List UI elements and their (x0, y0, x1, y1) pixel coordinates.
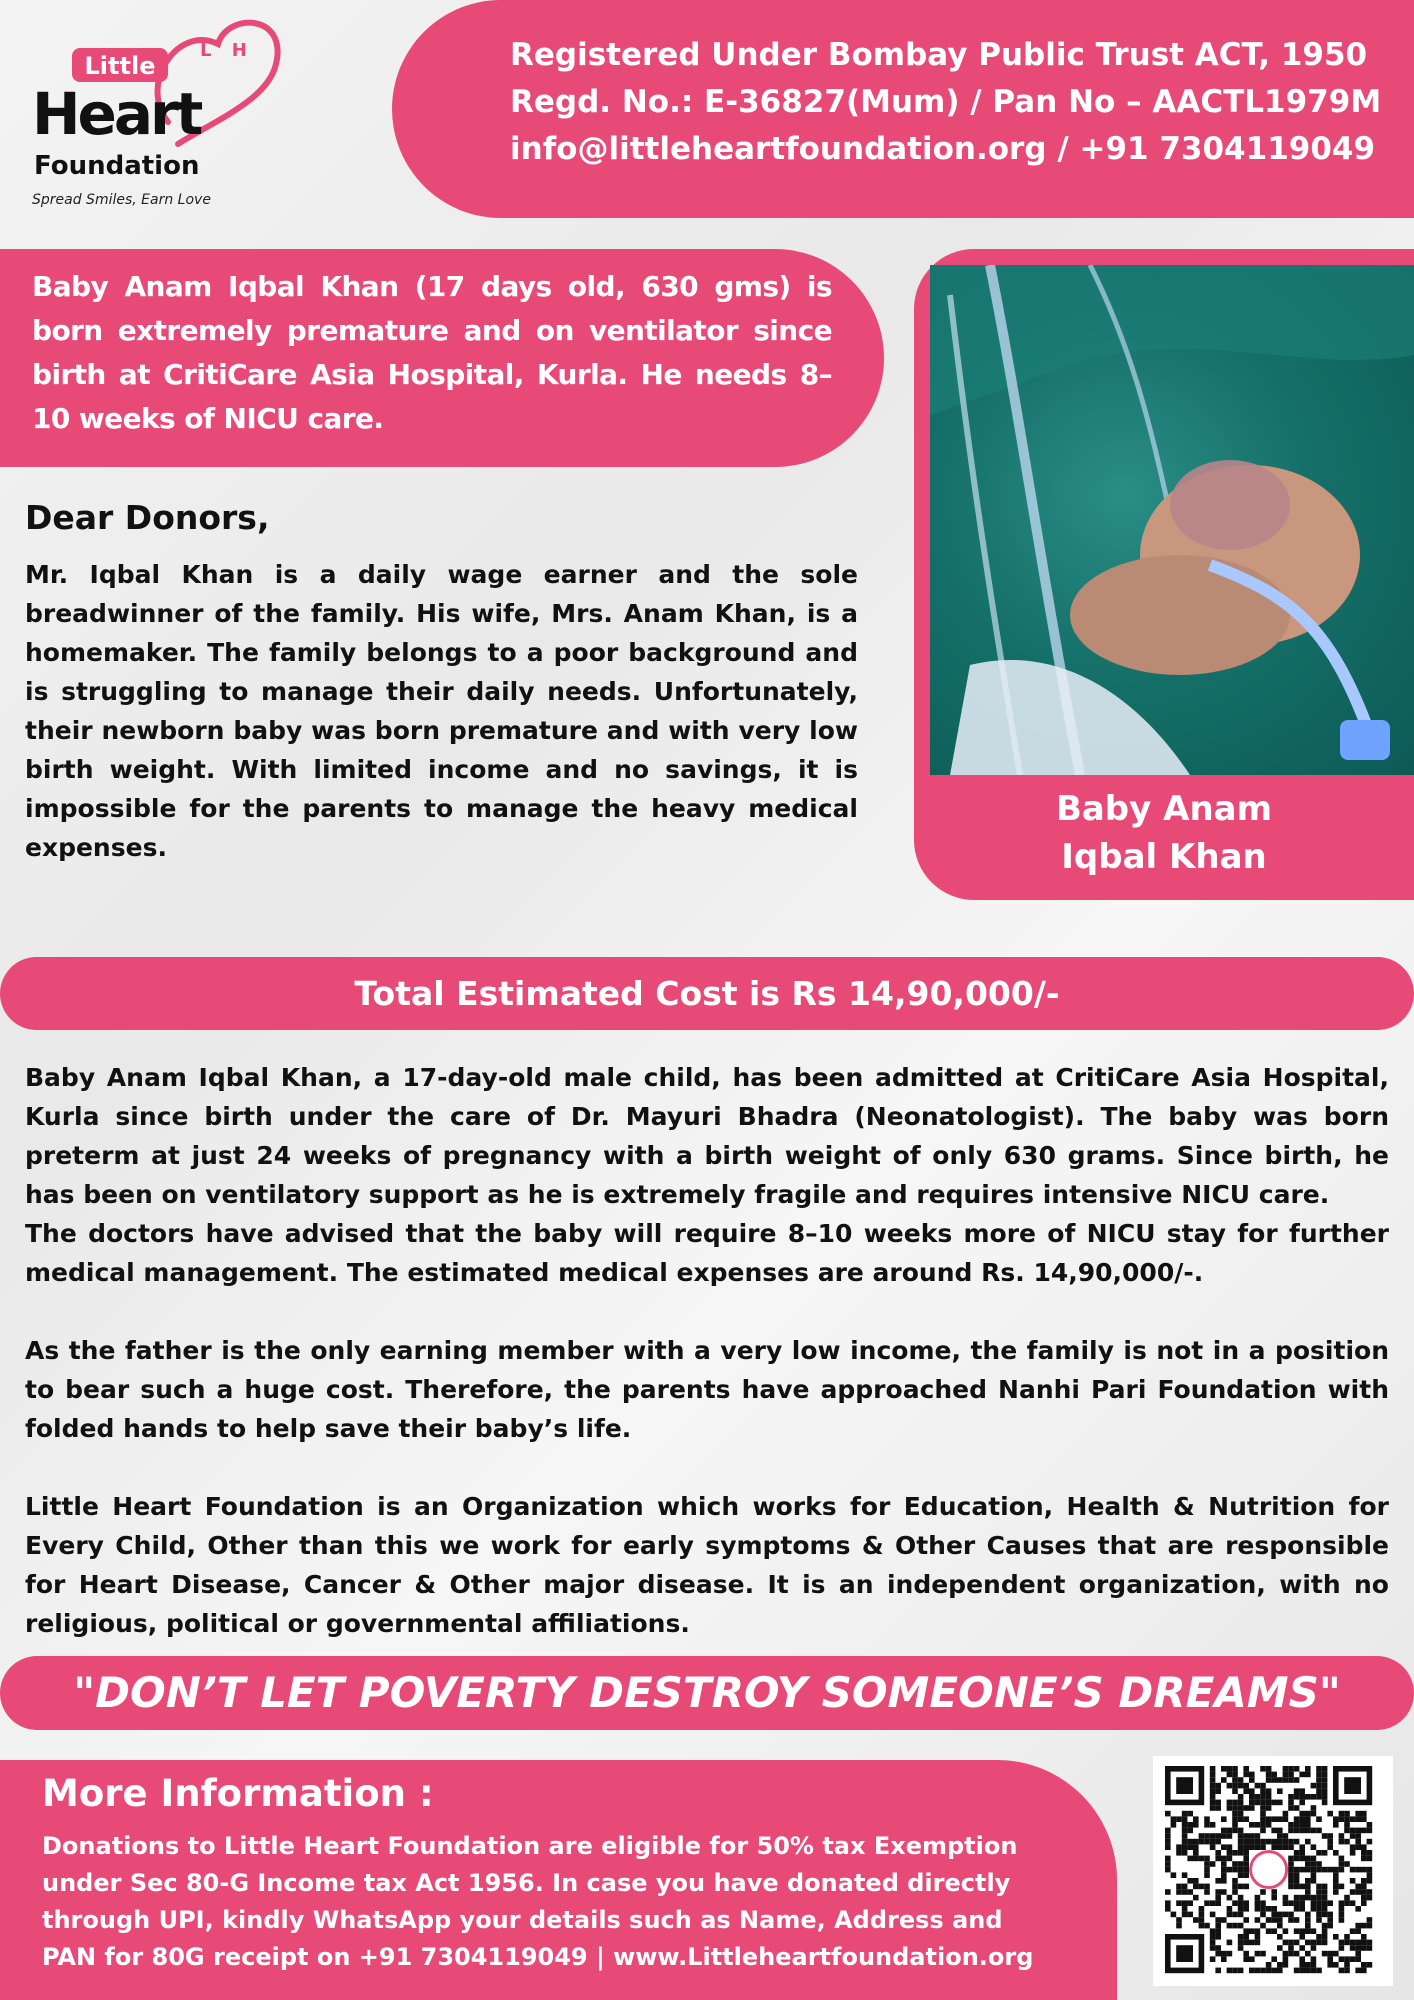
donation-qr-code[interactable] (1153, 1756, 1393, 1986)
family-background-text: Mr. Iqbal Khan is a daily wage earner and the sole breadwinner of the family. His wife, Mrs. Anam Khan, is a homemaker. The family belongs to a poor background and is struggling to manage their daily needs. Unfortunately, their newborn baby was born premature and with very low birth weight. With limited income and no savings, it is impossible for the parents to manage the heavy medical expenses. (25, 560, 858, 862)
logo-small-word: Little (84, 52, 156, 80)
heart-logo-icon (28, 4, 288, 194)
case-summary-text: Baby Anam Iqbal Khan (17 days old, 630 gms) is born extremely premature and on ventilator since birth at CritiCare Asia Hospital, Kurla. He needs 8–10 weeks of NICU care. (32, 270, 832, 435)
case-summary-box (0, 249, 884, 467)
baby-in-nicu-image (930, 265, 1414, 775)
doctor-advice-paragraph: The doctors have advised that the baby will require 8–10 weeks more of NICU stay for further medical management. The estimated medical expenses are around Rs. 14,90,000/-. (25, 1219, 1389, 1287)
qr-code-icon (1153, 1756, 1393, 1986)
medical-details-paragraph: Baby Anam Iqbal Khan, a 17-day-old male child, has been admitted at CritiCare Asia Hospital, Kurla since birth under the care of Dr. Mayuri Bhadra (Neonatologist). The baby was born preterm at just 24 weeks of pregnancy with a birth weight of only 630 grams. Since birth, he has been on ventilatory support as he is extremely fragile and requires intensive NICU care. (25, 1063, 1389, 1209)
logo-letters: L H (200, 40, 247, 61)
photo-caption-line1: Baby Anam (1055, 789, 1273, 829)
photo-caption-line2: Iqbal Khan (1061, 837, 1267, 877)
appeal-paragraph: As the father is the only earning member with a very low income, the family is not in a position to bear such a huge cost. Therefore, the parents have approached Nanhi Pari Foundation with folded hands to help save their baby’s life. (25, 1336, 1389, 1443)
case-details (25, 1058, 1389, 1643)
logo-sub-word: Foundation (34, 151, 200, 181)
logo-main-word: Heart (32, 80, 201, 148)
organization-paragraph: Little Heart Foundation is an Organization which works for Education, Health & Nutrition for Every Child, Other than this we work for early symptoms & Other Causes that are responsible for Heart Disease, Cancer & Other major disease. It is an independent organization, with no religious, political or governmental affiliations. (25, 1492, 1389, 1638)
greeting: Dear Donors, (25, 498, 270, 537)
total-cost-banner: Total Estimated Cost is Rs 14,90,000/- (0, 957, 1414, 1030)
baby-photo (930, 265, 1414, 775)
foundation-logo (28, 4, 288, 214)
baby-photo-card (914, 249, 1414, 900)
contact-line: info@littleheartfoundation.org / +91 7304119049 (510, 131, 1376, 167)
slogan-banner: "DON’T LET POVERTY DESTROY SOMEONE’S DREAMS" (0, 1656, 1414, 1730)
header-banner (392, 0, 1414, 218)
more-information-box (0, 1760, 1117, 2000)
registration-line: Registered Under Bombay Public Trust ACT, 1950 (510, 37, 1368, 73)
regd-pan-line: Regd. No.: E-36827(Mum) / Pan No – AACTL1979M (510, 84, 1382, 120)
tax-exemption-text: Donations to Little Heart Foundation are eligible for 50% tax Exemption under Sec 80-G Income tax Act 1956. In case you have donated directly through UPI, kindly WhatsApp your details such as Name, Address and PAN for 80G receipt on +91 7304119049 | www.Littleheartfoundation.org (42, 1832, 1034, 1971)
logo-tagline: Spread Smiles, Earn Love (32, 192, 211, 208)
more-information-title: More Information : (42, 1772, 434, 1815)
